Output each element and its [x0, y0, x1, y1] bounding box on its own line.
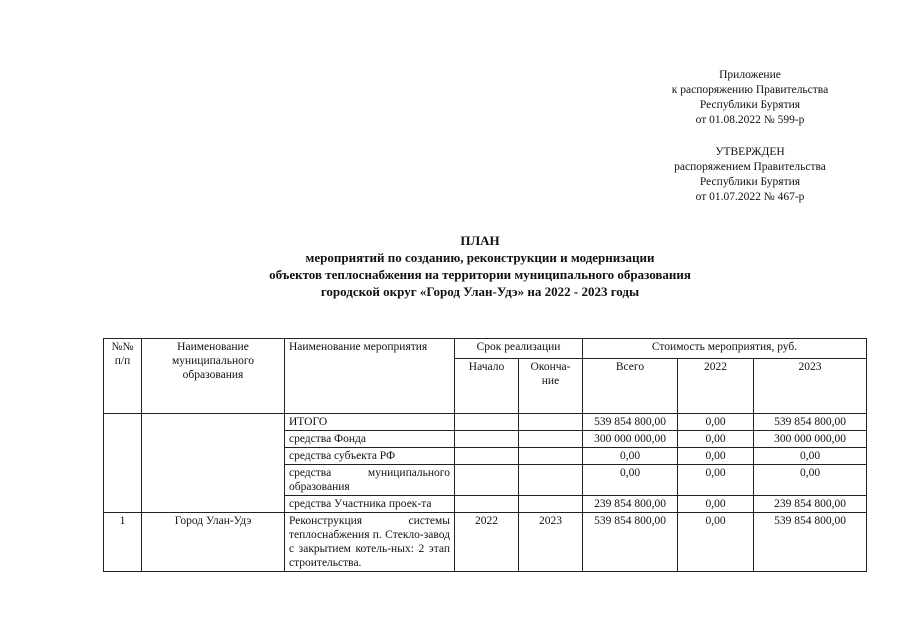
approval-block-appendix — [640, 68, 860, 128]
row-end — [519, 465, 583, 496]
table-row — [104, 513, 867, 572]
title-line: мероприятий по созданию, реконструкции и модернизации — [305, 250, 655, 265]
approval-line: Республики Бурятия — [699, 99, 801, 111]
row-municipality — [142, 414, 285, 513]
row-municipality: Город Улан-Удэ — [142, 513, 285, 572]
approval-line: УТВЕРЖДЕН — [715, 146, 785, 158]
row-2023: 0,00 — [754, 448, 867, 465]
row-end — [519, 496, 583, 513]
row-2023: 300 000 000,00 — [754, 431, 867, 448]
row-event: Реконструкция системы теплоснабжения п. Стекло-завод с закрытием котель-ных: 2 этап строительства. — [285, 513, 455, 572]
row-end — [519, 448, 583, 465]
row-event: средства Фонда — [285, 431, 455, 448]
header-cost: Стоимость мероприятия, руб. — [583, 339, 867, 359]
row-total: 239 854 800,00 — [583, 496, 678, 513]
row-2023: 239 854 800,00 — [754, 496, 867, 513]
row-total: 539 854 800,00 — [583, 414, 678, 431]
header-municipality: Наименование муниципального образования — [142, 339, 285, 414]
header-period: Срок реализации — [455, 339, 583, 359]
approval-line: Приложение — [719, 69, 781, 81]
table-row — [104, 414, 867, 431]
row-2022: 0,00 — [678, 431, 754, 448]
approval-line: распоряжением Правительства — [674, 161, 826, 173]
approval-block-approved — [640, 145, 860, 205]
row-event: ИТОГО — [285, 414, 455, 431]
row-total: 0,00 — [583, 465, 678, 496]
row-start — [455, 414, 519, 431]
row-2022: 0,00 — [678, 414, 754, 431]
header-cost-2023: 2023 — [754, 359, 867, 414]
row-total: 300 000 000,00 — [583, 431, 678, 448]
row-2022: 0,00 — [678, 513, 754, 572]
approval-line: к распоряжению Правительства — [671, 84, 829, 96]
row-2022: 0,00 — [678, 465, 754, 496]
header-period-start: Начало — [455, 359, 519, 414]
document-title — [150, 232, 810, 300]
row-event: средства субъекта РФ — [285, 448, 455, 465]
row-event: средства Участника проек-та — [285, 496, 455, 513]
row-start — [455, 496, 519, 513]
header-row — [104, 339, 867, 359]
row-total: 0,00 — [583, 448, 678, 465]
row-start — [455, 431, 519, 448]
row-event: средства муниципального образования — [285, 465, 455, 496]
approval-line: от 01.07.2022 № 467-р — [695, 191, 805, 203]
header-cost-2022: 2022 — [678, 359, 754, 414]
row-end — [519, 414, 583, 431]
row-2023: 0,00 — [754, 465, 867, 496]
header-num: №№ п/п — [104, 339, 142, 414]
row-num — [104, 414, 142, 513]
header-period-end: Оконча-ние — [519, 359, 583, 414]
row-start: 2022 — [455, 513, 519, 572]
header-event: Наименование мероприятия — [285, 339, 455, 414]
approval-line: Республики Бурятия — [699, 176, 801, 188]
title-line: ПЛАН — [460, 233, 500, 248]
row-end — [519, 431, 583, 448]
row-2023: 539 854 800,00 — [754, 513, 867, 572]
row-2023: 539 854 800,00 — [754, 414, 867, 431]
approval-line: от 01.08.2022 № 599-р — [695, 114, 805, 126]
row-start — [455, 465, 519, 496]
title-line: объектов теплоснабжения на территории муниципального образования — [269, 267, 691, 282]
plan-table — [103, 338, 867, 572]
row-start — [455, 448, 519, 465]
row-total: 539 854 800,00 — [583, 513, 678, 572]
title-line: городской округ «Город Улан-Удэ» на 2022 - 2023 годы — [320, 284, 640, 299]
row-end: 2023 — [519, 513, 583, 572]
row-num: 1 — [104, 513, 142, 572]
row-2022: 0,00 — [678, 496, 754, 513]
row-2022: 0,00 — [678, 448, 754, 465]
header-cost-total: Всего — [583, 359, 678, 414]
